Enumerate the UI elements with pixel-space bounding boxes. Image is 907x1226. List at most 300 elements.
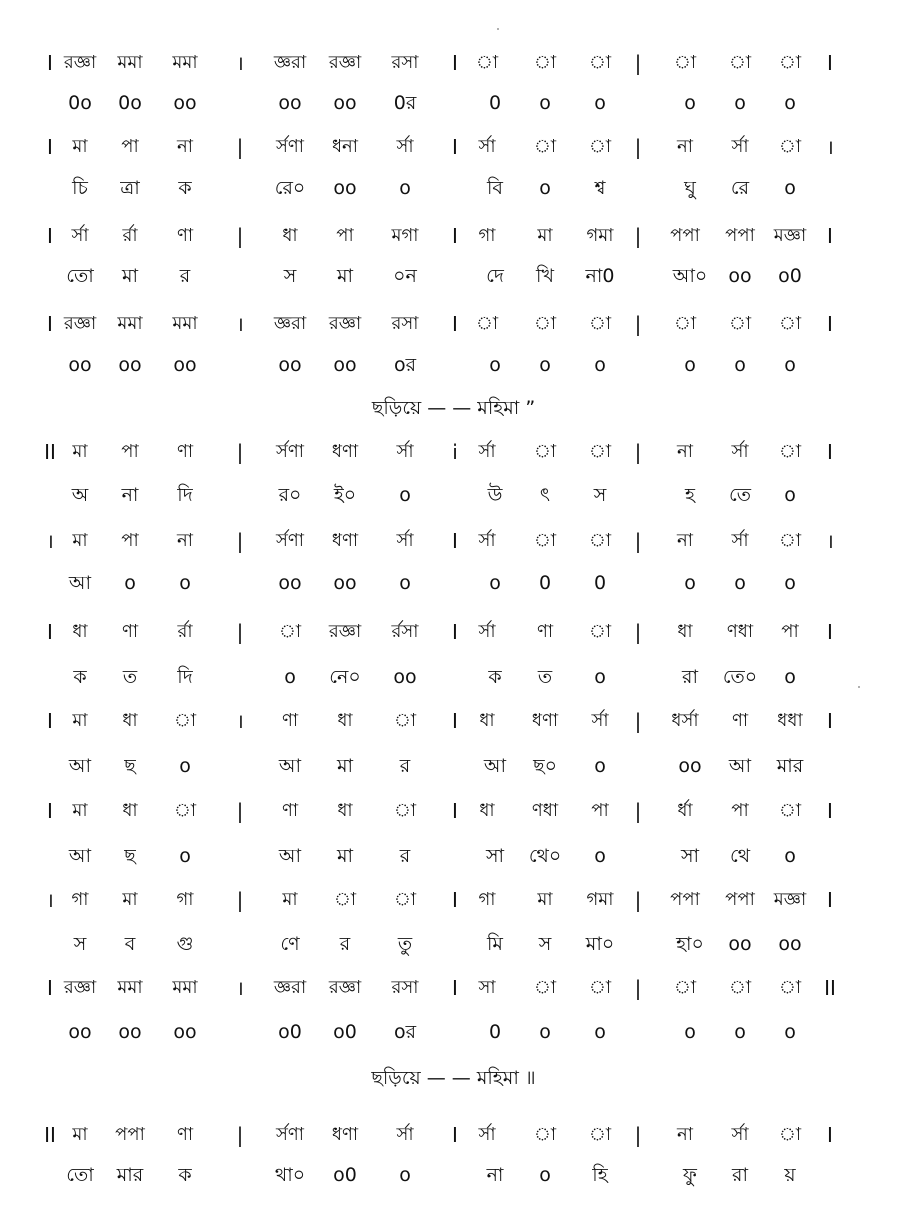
swara-note: ধা bbox=[677, 621, 693, 642]
lyric-syllable: oo bbox=[118, 1021, 142, 1043]
swara-note: া bbox=[778, 530, 802, 551]
swara-note: মা bbox=[72, 136, 88, 157]
lyric-syllable: o bbox=[784, 92, 796, 114]
swara-note: মজ্ঞা bbox=[773, 225, 807, 246]
lyric-syllable: থে bbox=[729, 845, 751, 867]
bar-line: | bbox=[634, 51, 642, 75]
lyric-syllable: আ bbox=[278, 845, 302, 867]
swara-note: ণধা bbox=[726, 621, 754, 642]
lyric-syllable: সা bbox=[680, 845, 700, 867]
lyric-syllable: o0 bbox=[778, 265, 802, 287]
bar-line: II bbox=[44, 1123, 56, 1147]
swara-note: া bbox=[475, 313, 499, 334]
lyric-syllable: রা bbox=[682, 666, 698, 688]
bar-line: i bbox=[452, 440, 458, 464]
bar-line: | bbox=[236, 799, 244, 823]
swara-note: না bbox=[677, 136, 693, 157]
swara-note: পপা bbox=[725, 225, 755, 246]
bar-line: I bbox=[827, 1123, 833, 1147]
swara-line bbox=[0, 791, 907, 831]
swara-line bbox=[0, 127, 907, 167]
lyric-syllable: তু bbox=[397, 933, 413, 955]
lyric-syllable: আ bbox=[68, 845, 92, 867]
swara-note: র্সা bbox=[396, 530, 414, 551]
lyric-syllable: ফু bbox=[683, 1164, 697, 1186]
bar-line: | bbox=[634, 135, 642, 159]
lyric-syllable: o bbox=[489, 354, 501, 376]
bar-line: | bbox=[236, 529, 244, 553]
lyric-syllable: র bbox=[399, 845, 411, 867]
lyric-syllable: o bbox=[179, 845, 191, 867]
swara-note: র্ধা bbox=[677, 800, 693, 821]
swara-note: া bbox=[533, 136, 557, 157]
swara-note: র্সা bbox=[731, 136, 749, 157]
lyric-syllable: oo bbox=[728, 265, 752, 287]
swara-note: র্রসা bbox=[391, 621, 419, 642]
swara-note: া bbox=[588, 136, 612, 157]
swara-line bbox=[0, 43, 907, 83]
lyric-syllable: ক bbox=[178, 1164, 192, 1186]
lyric-syllable: 0 bbox=[538, 572, 552, 594]
swara-note: া bbox=[588, 52, 612, 73]
swara-note: ধধা bbox=[777, 710, 803, 731]
bar-line: I bbox=[827, 440, 833, 464]
swara-note: ধা bbox=[122, 710, 138, 731]
refrain-line: ছড়িয়ে — — মহিমা ” bbox=[371, 397, 536, 419]
swara-note: গা bbox=[176, 889, 194, 910]
bar-line: I bbox=[827, 51, 833, 75]
swara-note: া bbox=[778, 441, 802, 462]
swara-note: সা bbox=[478, 977, 496, 998]
lyric-syllable: বি bbox=[486, 177, 504, 199]
swara-note: র্সা bbox=[478, 621, 496, 642]
swara-note: া bbox=[588, 1124, 612, 1145]
bar-line: I bbox=[47, 976, 53, 1000]
lyric-syllable: আ bbox=[278, 755, 302, 777]
bar-line: । bbox=[46, 529, 54, 553]
bar-line: I bbox=[452, 51, 458, 75]
swara-note: া bbox=[278, 621, 302, 642]
swara-note: পা bbox=[731, 800, 749, 821]
bar-line: I bbox=[47, 51, 53, 75]
lyric-syllable: য় bbox=[784, 1164, 796, 1186]
bar-line: I bbox=[452, 1123, 458, 1147]
lyric-syllable: মি bbox=[487, 933, 503, 955]
lyric-syllable: o0 bbox=[333, 1021, 357, 1043]
swara-note: গা bbox=[71, 889, 89, 910]
swara-note: া bbox=[393, 889, 417, 910]
lyric-syllable: আ০ bbox=[672, 265, 708, 287]
lyric-syllable: না0 bbox=[585, 265, 615, 287]
lyric-line bbox=[0, 746, 907, 786]
lyric-syllable: হ bbox=[685, 484, 695, 506]
swara-note: ণা bbox=[536, 621, 554, 642]
lyric-syllable: o bbox=[539, 177, 551, 199]
lyric-syllable: oর bbox=[393, 1021, 417, 1043]
swara-note: পা bbox=[121, 530, 139, 551]
lyric-line bbox=[0, 657, 907, 697]
lyric-line bbox=[0, 1155, 907, 1195]
bar-line: II bbox=[824, 976, 836, 1000]
bar-line: । bbox=[236, 709, 244, 733]
bar-line: | bbox=[634, 529, 642, 553]
lyric-syllable: o bbox=[734, 1021, 746, 1043]
swara-note: র্সা bbox=[396, 136, 414, 157]
swara-note: পা bbox=[336, 225, 354, 246]
lyric-syllable: oo bbox=[278, 92, 302, 114]
bar-line: । bbox=[826, 135, 834, 159]
swara-note: র্রা bbox=[122, 225, 138, 246]
swara-note: া bbox=[173, 710, 197, 731]
swara-note: না bbox=[177, 136, 193, 157]
swara-note: গা bbox=[478, 889, 496, 910]
bar-line: | bbox=[236, 440, 244, 464]
lyric-syllable: ক bbox=[178, 177, 192, 199]
lyric-syllable: oo bbox=[678, 755, 702, 777]
swara-note: া bbox=[533, 977, 557, 998]
bar-line: I bbox=[452, 976, 458, 1000]
bar-line: I bbox=[452, 888, 458, 912]
lyric-syllable: o bbox=[734, 354, 746, 376]
lyric-syllable: মা bbox=[336, 845, 354, 867]
swara-note: মা bbox=[122, 889, 138, 910]
bar-line: I bbox=[827, 312, 833, 336]
lyric-syllable: অ bbox=[71, 484, 89, 506]
lyric-syllable: নে০ bbox=[329, 666, 361, 688]
swara-note: না bbox=[677, 1124, 693, 1145]
swara-note: রজ্ঞা bbox=[328, 977, 362, 998]
swara-note: র্রা bbox=[177, 621, 193, 642]
swara-note: া bbox=[475, 52, 499, 73]
lyric-syllable: oo bbox=[278, 354, 302, 376]
swara-note: া bbox=[588, 441, 612, 462]
swara-note: ধণা bbox=[531, 710, 559, 731]
lyric-syllable: চি bbox=[72, 177, 88, 199]
lyric-line bbox=[0, 563, 907, 603]
swara-note: র্সা bbox=[731, 1124, 749, 1145]
swara-note: া bbox=[673, 313, 697, 334]
lyric-syllable: o bbox=[684, 572, 696, 594]
lyric-syllable: দি bbox=[177, 666, 193, 688]
swara-note: ধণা bbox=[331, 530, 359, 551]
bar-line: I bbox=[827, 224, 833, 248]
swara-note: মমা bbox=[172, 977, 198, 998]
swara-note: না bbox=[677, 441, 693, 462]
bar-line: I bbox=[47, 799, 53, 823]
lyric-syllable: oo bbox=[68, 354, 92, 376]
swara-note: ধণা bbox=[331, 1124, 359, 1145]
swara-note: র্সা bbox=[731, 530, 749, 551]
lyric-syllable: oo bbox=[393, 666, 417, 688]
lyric-syllable: রা bbox=[732, 1164, 748, 1186]
swara-line bbox=[0, 1115, 907, 1155]
swara-note: া bbox=[778, 136, 802, 157]
lyric-syllable: রে০ bbox=[274, 177, 306, 199]
lyric-syllable: না bbox=[486, 1164, 504, 1186]
lyric-syllable: 0 bbox=[593, 572, 607, 594]
swara-note: া bbox=[173, 800, 197, 821]
swara-note: মমা bbox=[172, 313, 198, 334]
swara-note: পপা bbox=[115, 1124, 145, 1145]
lyric-syllable: না bbox=[121, 484, 139, 506]
bar-line: | bbox=[634, 312, 642, 336]
swara-note: র্সণা bbox=[276, 1124, 304, 1145]
swara-note: মগা bbox=[391, 225, 419, 246]
lyric-syllable: ঘু bbox=[684, 177, 696, 199]
lyric-syllable: ত bbox=[537, 666, 553, 688]
lyric-syllable: মার bbox=[776, 755, 804, 777]
lyric-syllable: খি bbox=[536, 265, 554, 287]
lyric-syllable: দি bbox=[177, 484, 193, 506]
refrain-line: ছড়িয়ে — — মহিমা ॥ bbox=[371, 1067, 536, 1089]
lyric-syllable: ছ০ bbox=[533, 755, 557, 777]
lyric-syllable: র০ bbox=[278, 484, 302, 506]
lyric-syllable: o bbox=[594, 845, 606, 867]
lyric-syllable: o bbox=[539, 1164, 551, 1186]
swara-note: রজ্ঞা bbox=[328, 313, 362, 334]
swara-note: ণা bbox=[281, 800, 299, 821]
lyric-syllable: o bbox=[399, 572, 411, 594]
swara-note: র্সা bbox=[591, 710, 609, 731]
lyric-syllable: o bbox=[399, 1164, 411, 1186]
lyric-syllable: আ bbox=[68, 572, 92, 594]
swara-note: া bbox=[673, 52, 697, 73]
bar-line: | bbox=[236, 224, 244, 248]
lyric-syllable: o bbox=[399, 177, 411, 199]
lyric-syllable: oo bbox=[778, 933, 802, 955]
bar-line: I bbox=[47, 224, 53, 248]
lyric-syllable: ৎ bbox=[539, 484, 551, 506]
swara-note: ধা bbox=[479, 800, 495, 821]
bar-line: I bbox=[47, 135, 53, 159]
lyric-syllable: o bbox=[784, 177, 796, 199]
swara-note: া bbox=[588, 530, 612, 551]
lyric-syllable: o bbox=[784, 1021, 796, 1043]
lyric-syllable: o bbox=[489, 572, 501, 594]
swara-note: গমা bbox=[586, 889, 614, 910]
lyric-syllable: থে০ bbox=[528, 845, 562, 867]
swara-note: মা bbox=[72, 441, 88, 462]
lyric-syllable: ছ bbox=[124, 845, 136, 867]
swara-note: মা bbox=[72, 1124, 88, 1145]
swara-note: র্সা bbox=[478, 441, 496, 462]
bar-line: I bbox=[452, 709, 458, 733]
bar-line: । bbox=[236, 312, 244, 336]
lyric-syllable: o bbox=[734, 572, 746, 594]
lyric-syllable: মার bbox=[116, 1164, 144, 1186]
swara-line bbox=[0, 521, 907, 561]
swara-note: মমা bbox=[117, 313, 143, 334]
bar-line: II bbox=[44, 440, 56, 464]
lyric-syllable: o0 bbox=[278, 1021, 302, 1043]
lyric-syllable: 0o bbox=[118, 92, 142, 114]
bar-line: | bbox=[236, 1123, 244, 1147]
bar-line: । bbox=[826, 529, 834, 553]
swara-note: পা bbox=[121, 136, 139, 157]
swara-note: মজ্ঞা bbox=[773, 889, 807, 910]
swara-note: ধা bbox=[479, 710, 495, 731]
swara-note: ণা bbox=[176, 225, 194, 246]
lyric-syllable: হি bbox=[592, 1164, 608, 1186]
swara-note: ধনা bbox=[331, 136, 359, 157]
lyric-syllable: o bbox=[784, 354, 796, 376]
lyric-syllable: মা bbox=[336, 265, 354, 287]
swara-note: র্সণা bbox=[276, 136, 304, 157]
swara-note: া bbox=[778, 1124, 802, 1145]
swara-line bbox=[0, 701, 907, 741]
swara-note: া bbox=[393, 710, 417, 731]
swara-note: রজ্ঞা bbox=[63, 313, 97, 334]
swara-note: র্সা bbox=[478, 1124, 496, 1145]
lyric-syllable: গু bbox=[176, 933, 194, 955]
swara-note: া bbox=[778, 800, 802, 821]
swara-note: র্সা bbox=[478, 136, 496, 157]
swara-note: ণা bbox=[281, 710, 299, 731]
bar-line: I bbox=[47, 620, 53, 644]
lyric-syllable: ক bbox=[488, 666, 502, 688]
bar-line: | bbox=[634, 620, 642, 644]
lyric-syllable: থা০ bbox=[274, 1164, 306, 1186]
swara-line bbox=[0, 968, 907, 1008]
lyric-line bbox=[0, 475, 907, 515]
swara-note: রজ্ঞা bbox=[328, 52, 362, 73]
swara-note: ধণা bbox=[331, 441, 359, 462]
lyric-syllable: o bbox=[539, 92, 551, 114]
swara-note: পা bbox=[781, 621, 799, 642]
swara-note: ধা bbox=[122, 800, 138, 821]
lyric-syllable: ০ন bbox=[393, 265, 417, 287]
swara-note: রসা bbox=[391, 52, 419, 73]
lyric-syllable: তো bbox=[66, 265, 94, 287]
bar-line: I bbox=[47, 709, 53, 733]
bar-line: | bbox=[634, 1123, 642, 1147]
lyric-syllable: ছ bbox=[124, 755, 136, 777]
bar-line: | bbox=[236, 620, 244, 644]
lyric-syllable: 0র bbox=[393, 92, 417, 114]
swara-note: র্সা bbox=[396, 441, 414, 462]
bar-line: | bbox=[634, 976, 642, 1000]
swara-note: া bbox=[588, 313, 612, 334]
lyric-syllable: oo bbox=[333, 92, 357, 114]
lyric-syllable: o bbox=[399, 484, 411, 506]
lyric-syllable: oo bbox=[333, 572, 357, 594]
lyric-syllable: তো bbox=[66, 1164, 94, 1186]
bar-line: | bbox=[634, 440, 642, 464]
lyric-syllable: o bbox=[124, 572, 136, 594]
bar-line: I bbox=[827, 620, 833, 644]
swara-note: পপা bbox=[725, 889, 755, 910]
lyric-syllable: ণে bbox=[280, 933, 300, 955]
swara-note: র্সা bbox=[396, 1124, 414, 1145]
swara-note: পপা bbox=[670, 889, 700, 910]
lyric-syllable: সা bbox=[485, 845, 505, 867]
swara-note: া bbox=[333, 889, 357, 910]
lyric-syllable: oo bbox=[333, 177, 357, 199]
swara-note: র্সা bbox=[71, 225, 89, 246]
bar-line: I bbox=[452, 620, 458, 644]
lyric-syllable: শ্ব bbox=[594, 177, 606, 199]
bar-line: I bbox=[452, 224, 458, 248]
lyric-syllable: রে bbox=[730, 177, 750, 199]
bar-line: | bbox=[634, 224, 642, 248]
swara-note: া bbox=[778, 313, 802, 334]
bar-line: | bbox=[634, 709, 642, 733]
lyric-syllable: 0 bbox=[488, 1021, 502, 1043]
lyric-syllable: মা bbox=[336, 755, 354, 777]
swara-note: র্সণা bbox=[276, 530, 304, 551]
lyric-syllable: o bbox=[784, 845, 796, 867]
swara-note: পা bbox=[591, 800, 609, 821]
lyric-syllable: oo bbox=[118, 354, 142, 376]
lyric-line bbox=[0, 345, 907, 385]
bar-line: | bbox=[236, 135, 244, 159]
swara-note: র্সণা bbox=[276, 441, 304, 462]
scan-speck bbox=[497, 28, 499, 30]
lyric-syllable: o bbox=[784, 572, 796, 594]
swara-line bbox=[0, 216, 907, 256]
swara-note: মমা bbox=[172, 52, 198, 73]
lyric-syllable: র bbox=[339, 933, 351, 955]
swara-note: ধা bbox=[72, 621, 88, 642]
lyric-syllable: স bbox=[593, 484, 607, 506]
lyric-syllable: র bbox=[179, 265, 191, 287]
lyric-syllable: 0 bbox=[488, 92, 502, 114]
swara-note: ণা bbox=[176, 441, 194, 462]
lyric-syllable: oo bbox=[173, 92, 197, 114]
swara-note: ণধা bbox=[531, 800, 559, 821]
lyric-syllable: o bbox=[594, 1021, 606, 1043]
lyric-syllable: o bbox=[539, 1021, 551, 1043]
lyric-syllable: oo bbox=[68, 1021, 92, 1043]
swara-note: পপা bbox=[670, 225, 700, 246]
bar-line: I bbox=[827, 799, 833, 823]
lyric-syllable: o bbox=[594, 354, 606, 376]
swara-note: া bbox=[588, 621, 612, 642]
lyric-syllable: o bbox=[284, 666, 296, 688]
lyric-syllable: oo bbox=[333, 354, 357, 376]
lyric-syllable: হা০ bbox=[676, 933, 704, 955]
swara-note: া bbox=[533, 530, 557, 551]
lyric-syllable: স bbox=[73, 933, 87, 955]
lyric-syllable: o bbox=[784, 666, 796, 688]
lyric-syllable: ত bbox=[122, 666, 138, 688]
swara-note: ণা bbox=[176, 1124, 194, 1145]
swara-line bbox=[0, 880, 907, 920]
swara-note: মা bbox=[537, 889, 553, 910]
swara-note: জ্ঞরা bbox=[273, 977, 307, 998]
swara-note: মা bbox=[537, 225, 553, 246]
swara-note: ধা bbox=[282, 225, 298, 246]
swara-note: া bbox=[728, 313, 752, 334]
swara-note: া bbox=[533, 52, 557, 73]
lyric-syllable: o bbox=[784, 484, 796, 506]
lyric-syllable: আ bbox=[728, 755, 752, 777]
lyric-syllable: oo bbox=[173, 354, 197, 376]
swara-note: জ্ঞরা bbox=[273, 313, 307, 334]
lyric-syllable: o bbox=[684, 1021, 696, 1043]
lyric-syllable: ব bbox=[124, 933, 136, 955]
swara-note: ণা bbox=[731, 710, 749, 731]
lyric-syllable: তে০ bbox=[722, 666, 758, 688]
swara-note: গমা bbox=[586, 225, 614, 246]
swara-note: ধা bbox=[337, 710, 353, 731]
bar-line: I bbox=[827, 709, 833, 733]
scan-speck bbox=[858, 686, 860, 688]
lyric-line bbox=[0, 168, 907, 208]
swara-note: রজ্ঞা bbox=[63, 977, 97, 998]
swara-note: না bbox=[177, 530, 193, 551]
bar-line: | bbox=[236, 888, 244, 912]
